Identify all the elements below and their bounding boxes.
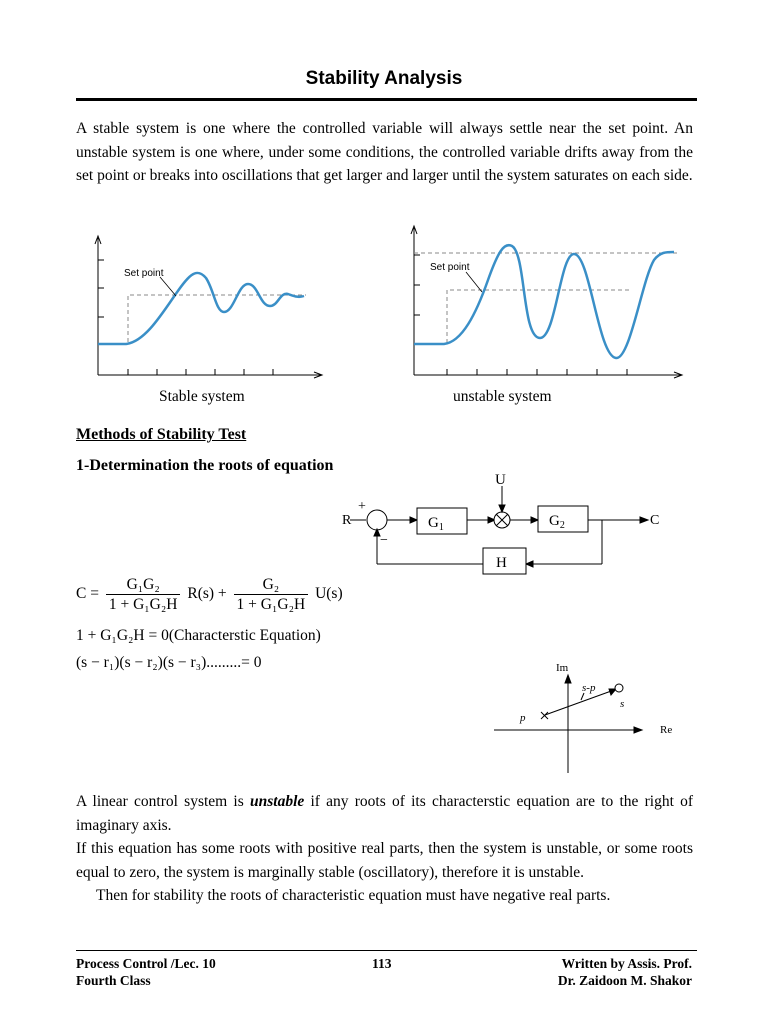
unstable-emphasis: unstable bbox=[250, 793, 305, 810]
fraction-1-denominator: 1 + G₁G₂H bbox=[108, 596, 178, 613]
fraction-2-denominator: 1 + G₁G₂H bbox=[236, 596, 306, 613]
method1-heading: 1-Determination the roots of equation bbox=[76, 457, 334, 474]
characteristic-equation: 1 + G₁G₂H = 0(Characterstic Equation) bbox=[76, 627, 321, 644]
g1-label: $G_1$ bbox=[428, 515, 444, 533]
unstable-system-plot bbox=[404, 220, 686, 382]
unstable-caption: unstable system bbox=[453, 388, 552, 405]
plus-sign: + bbox=[358, 499, 366, 514]
stable-setpoint-label: Set point bbox=[124, 268, 164, 279]
block-diagram bbox=[330, 468, 690, 580]
imaginary-axis-arrow bbox=[565, 675, 571, 683]
g1-input-arrow bbox=[410, 517, 417, 523]
p-label: p bbox=[520, 712, 526, 724]
fraction-2-numerator: G₂ bbox=[234, 575, 309, 595]
rs-term: R(s) + bbox=[187, 585, 227, 603]
page-title: Stability Analysis bbox=[305, 68, 463, 89]
footer-course: Process Control /Lec. 10 bbox=[76, 956, 216, 971]
h-input-arrow bbox=[526, 561, 533, 567]
output-label: C bbox=[650, 513, 660, 528]
g2-input-arrow bbox=[531, 517, 538, 523]
unstable-setpoint-line bbox=[447, 290, 632, 343]
stable-setpoint-pointer bbox=[160, 277, 176, 296]
us-term: U(s) bbox=[315, 585, 343, 603]
title-underline bbox=[76, 98, 697, 101]
s-minus-p-label: s-p bbox=[582, 682, 596, 694]
c-lhs: C = bbox=[76, 585, 99, 603]
transfer-function-equation bbox=[76, 575, 343, 614]
negative-real-parts-paragraph: Then for stability the roots of characteristic equation must have negative real parts. bbox=[96, 887, 611, 904]
page-number: 113 bbox=[372, 956, 392, 971]
intro-paragraph bbox=[76, 117, 693, 188]
footer-author: Dr. Zaidoon M. Shakor bbox=[557, 973, 692, 988]
stable-system-plot bbox=[88, 230, 328, 380]
s-minus-p-pointer bbox=[581, 693, 584, 700]
fraction-1 bbox=[106, 575, 181, 614]
s-plane-diagram bbox=[488, 655, 688, 775]
h-label: H bbox=[496, 555, 507, 571]
s-label: s bbox=[620, 698, 625, 710]
fraction-1-numerator: G₁G₂ bbox=[106, 575, 181, 595]
intro-text: A stable system is one where the controlled variable will always settle near the set point. An unstable system is one where, under some conditions, the controlled variable drifts away from the set point or breaks into oscillations that get larger and larger until the system saturates on each side. bbox=[76, 120, 693, 184]
fraction-2 bbox=[234, 575, 309, 614]
footer-class: Fourth Class bbox=[76, 973, 151, 988]
unstable-setpoint-pointer bbox=[466, 272, 482, 292]
disturbance-label: U bbox=[495, 472, 506, 488]
stable-response-curve bbox=[98, 273, 304, 344]
re-label: Re bbox=[660, 724, 673, 736]
s-point bbox=[615, 684, 623, 692]
roots-equation: (s − r₁)(s − r₂)(s − r₃).........= 0 bbox=[76, 654, 262, 671]
summing-junction bbox=[367, 510, 387, 530]
disturbance-arrow bbox=[499, 505, 505, 512]
unstable-definition: A linear control system is unstable if any roots of its characterstic equation are to the right of imaginary axis. bbox=[76, 793, 694, 834]
footer-rule bbox=[76, 950, 697, 951]
unstable-setpoint-label: Set point bbox=[430, 262, 470, 273]
unstable-y-ticks bbox=[414, 255, 420, 315]
g2-label: $G_2$ bbox=[549, 513, 565, 531]
stable-x-ticks bbox=[128, 369, 273, 375]
positive-roots-paragraph: If this equation has some roots with positive real parts, then the system is unstable, or some roots equal to zero, the system is marginally stable (oscillatory), therefore it is unstable. bbox=[76, 840, 693, 881]
stability-text bbox=[76, 790, 693, 908]
s-minus-p-vector bbox=[545, 690, 614, 715]
im-label: Im bbox=[556, 662, 569, 674]
unstable-x-ticks bbox=[447, 369, 627, 375]
minus-sign: − bbox=[380, 533, 388, 548]
footer-written-by: Written by Assis. Prof. bbox=[561, 956, 692, 971]
stable-y-ticks bbox=[98, 260, 104, 317]
methods-heading: Methods of Stability Test bbox=[76, 426, 247, 443]
real-axis-arrow bbox=[634, 727, 642, 733]
output-arrow bbox=[640, 517, 648, 523]
stable-caption: Stable system bbox=[159, 388, 245, 405]
input-label: R bbox=[342, 513, 352, 528]
